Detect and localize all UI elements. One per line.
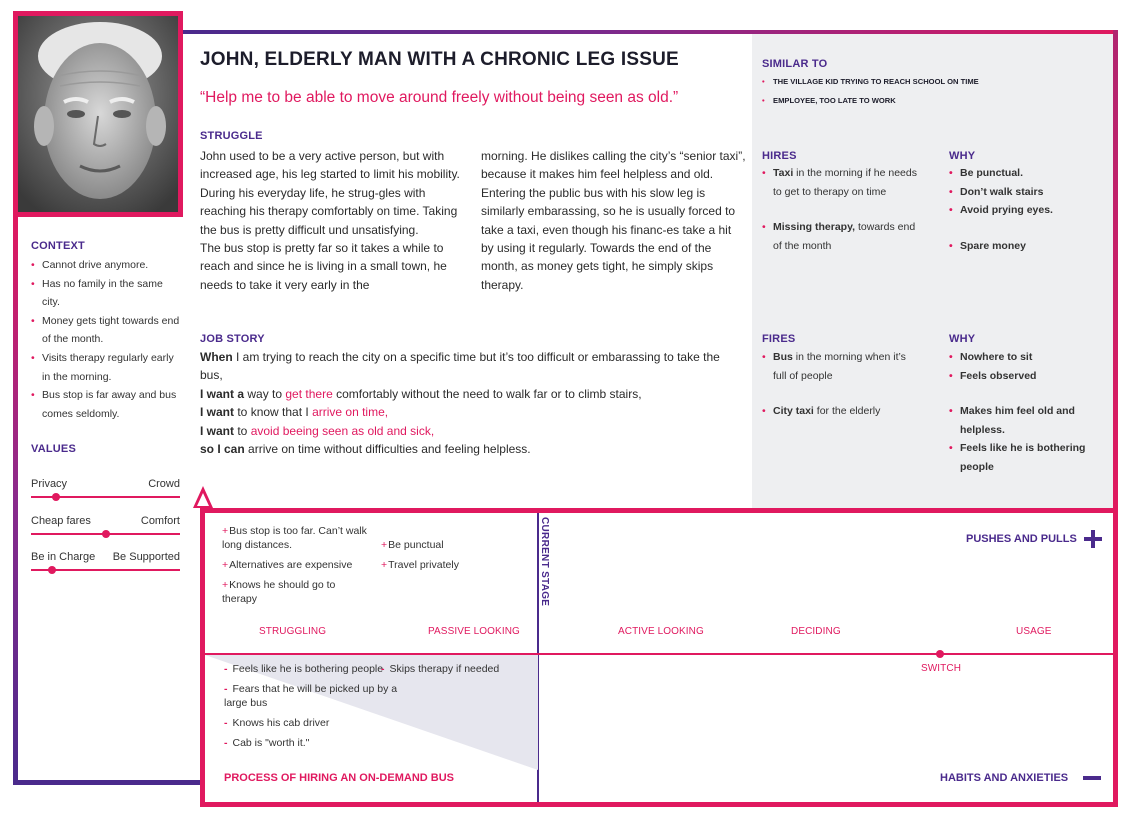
hires-why-item: • Be punctual.: [949, 164, 1099, 183]
context-item: • Money gets tight towards end of the month.: [31, 312, 181, 349]
job-want2-pre: to know that I: [234, 405, 313, 420]
context-item: • Has no family in the same city.: [31, 275, 181, 312]
slider-left-label: Be in Charge: [31, 551, 96, 563]
struggle-text-col2: morning. He dislikes calling the city’s “senior taxi”, because it makes him feel helpless and old. Entering the public bus with his slow leg is similarly embarassing, so he is usually forced to take a taxi, even though his financ-es take a hit by using it regularly. Towards the end of the month, as money gets tight, he simply skips therapy.: [481, 149, 746, 292]
stage-deciding: DECIDING: [791, 626, 841, 637]
values-heading: VALUES: [31, 443, 77, 455]
habit-item: - Feels like he is bothering people: [224, 662, 399, 676]
push-item: + Bus stop is too far. Can’t walk long distances.: [222, 524, 372, 552]
stage-active-looking: ACTIVE LOOKING: [618, 626, 704, 637]
context-item: • Visits therapy regularly early in the morning.: [31, 349, 181, 386]
up-arrow-inner: [197, 493, 209, 506]
habits-anxieties-heading: HABITS AND ANXIETIES: [940, 772, 1069, 784]
job-when: I am trying to reach the city on a specific time but it’s too difficult or embarassing to take the bus,: [200, 350, 720, 383]
job-when-keyword: When: [200, 350, 233, 364]
context-heading: CONTEXT: [31, 240, 85, 252]
hires-why-item: • Avoid prying eyes.: [949, 201, 1099, 220]
fires-why-item: • Feels like he is bothering people: [949, 439, 1099, 476]
fires-why-heading: WHY: [949, 333, 976, 345]
similar-item: • EMPLOYEE, TOO LATE TO WORK: [762, 91, 1102, 110]
job-want-keyword: I want: [200, 423, 235, 438]
fires-why-item: • Makes him feel old and helpless.: [949, 402, 1099, 439]
struggle-heading: STRUGGLE: [200, 130, 263, 142]
current-stage-label: CURRENT STAGE: [539, 517, 550, 607]
pull-item: + Be punctual: [381, 538, 531, 552]
pushes-pulls-heading: PUSHES AND PULLS: [966, 533, 1077, 545]
stage-passive-looking: PASSIVE LOOKING: [428, 626, 520, 637]
pushes-list: [222, 524, 372, 606]
hires-why-heading: WHY: [949, 150, 976, 162]
context-item: • Bus stop is far away and bus comes seldomly.: [31, 386, 181, 423]
fires-why-item: • Feels observed: [949, 367, 1099, 386]
plus-icon: [1084, 530, 1102, 548]
job-want1-highlight: get there: [285, 386, 333, 401]
hires-heading: HIRES: [762, 150, 797, 162]
slider-right-label: Comfort: [140, 515, 180, 527]
slider-right-label: Crowd: [148, 478, 180, 490]
context-item: • Cannot drive anymore.: [31, 256, 181, 275]
job-so: arrive on time without difficulties and feeling helpless.: [244, 442, 531, 457]
right-frame-line: [1113, 30, 1118, 510]
process-heading: PROCESS OF HIRING AN ON-DEMAND BUS: [224, 772, 454, 784]
hires-item: • Taxi in the morning if he needs to get to therapy on time: [762, 164, 922, 201]
similar-item: • THE VILLAGE KID TRYING TO REACH SCHOOL ON TIME: [762, 72, 1102, 91]
minus-icon: [1083, 776, 1101, 780]
habits-list: [224, 662, 399, 750]
fires-heading: FIRES: [762, 333, 796, 345]
pull-item: + Travel privately: [381, 558, 531, 572]
job-want1-post: comfortably without the need to walk far or to climb stairs,: [332, 386, 642, 401]
anxieties-list: [381, 662, 531, 676]
pulls-list: [381, 538, 531, 572]
stage-usage: USAGE: [1016, 626, 1052, 637]
job-want3-pre: to: [234, 423, 251, 438]
similar-list: [762, 72, 1102, 110]
fires-why-item: • Nowhere to sit: [949, 348, 1099, 367]
hires-why-item: • Don’t walk stairs: [949, 183, 1099, 202]
fires-item: • City taxi for the elderly: [762, 402, 922, 421]
value-slider-charge: [31, 551, 180, 571]
persona-photo: [13, 11, 183, 217]
hires-list: [762, 164, 922, 255]
similar-heading: SIMILAR TO: [762, 58, 828, 70]
value-slider-fares: [31, 515, 180, 535]
slider-knob: [102, 530, 110, 538]
slider-left-label: Privacy: [31, 478, 68, 490]
persona-title: JOHN, ELDERLY MAN WITH A CHRONIC LEG ISSUE: [200, 49, 679, 70]
stage-struggling: STRUGGLING: [259, 626, 327, 637]
switch-marker: [936, 650, 944, 658]
job-want3-highlight: avoid beeing seen as old and sick,: [250, 423, 435, 438]
left-bottom-line: [13, 780, 201, 785]
slider-knob: [48, 566, 56, 574]
slider-left-label: Cheap fares: [31, 515, 91, 527]
slider-knob: [52, 493, 60, 501]
job-want2-highlight: arrive on time,: [312, 405, 389, 420]
job-want1-pre: way to: [244, 386, 286, 401]
job-story-heading: JOB STORY: [200, 333, 265, 345]
persona-quote: “Help me to be able to move around freely without being seen as old.”: [200, 89, 679, 106]
job-story-text: [200, 348, 740, 458]
context-list: [31, 256, 181, 423]
habit-item: - Cab is "worth it.": [224, 736, 399, 750]
switch-label: SWITCH: [921, 663, 962, 674]
job-want-keyword: I want a: [200, 386, 245, 401]
fires-list: [762, 348, 922, 421]
anxiety-item: - Skips therapy if needed: [381, 662, 531, 676]
push-item: + Alternatives are expensive: [222, 558, 372, 572]
push-item: + Knows he should go to therapy: [222, 578, 372, 606]
habit-item: - Knows his cab driver: [224, 716, 399, 730]
slider-right-label: Be Supported: [112, 551, 180, 563]
elderly-man-portrait: [18, 16, 178, 212]
hires-item: • Missing therapy, towards end of the month: [762, 218, 922, 255]
job-want-keyword: I want: [200, 405, 235, 420]
fires-item: • Bus in the morning when it’s full of people: [762, 348, 922, 385]
struggle-text-col1: John used to be a very active person, but with increased age, his leg started to limit his mobility. During his everyday life, he strug-gles with reaching his therapy comfortably on time. Taking the bus is pretty difficult und unsatisfying. The bus stop is pretty far so it takes a while to reach and since he is living in a small town, he needs to take it very early in the: [200, 149, 460, 292]
habit-item: - Fears that he will be picked up by a large bus: [224, 682, 399, 710]
left-frame-line: [13, 215, 18, 785]
value-slider-privacy: [31, 478, 180, 498]
fires-why-list: [949, 348, 1099, 477]
hires-why-item: • Spare money: [949, 237, 1099, 256]
hires-why-list: [949, 164, 1099, 255]
job-so-keyword: so I can: [200, 442, 245, 457]
